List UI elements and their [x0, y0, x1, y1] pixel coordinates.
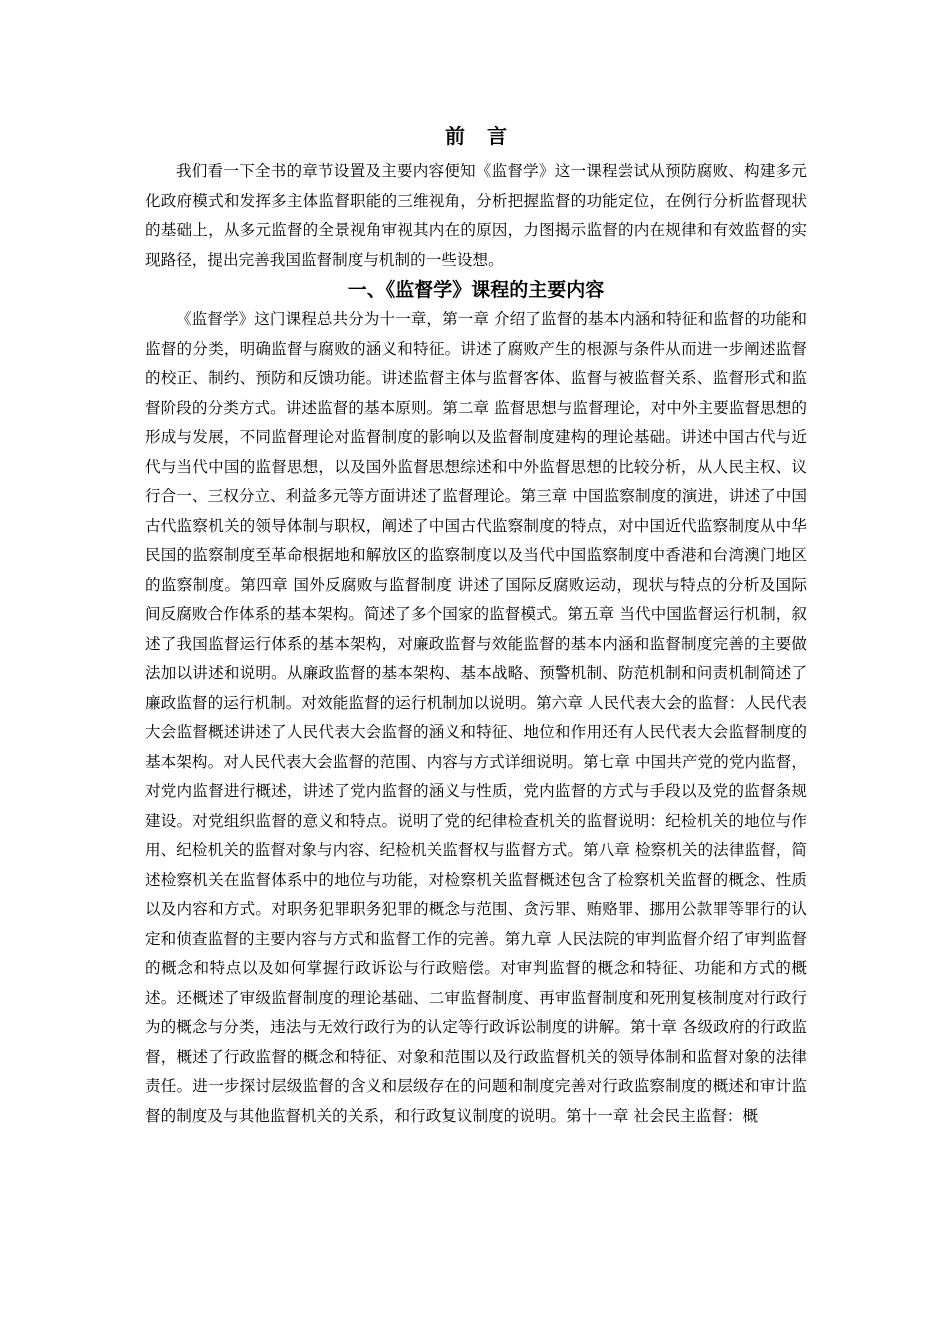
body-paragraph: 《监督学》这门课程总共分为十一章，第一章 介绍了监督的基本内涵和特征和监督的功能和监督的分类，明确监督与腐败的涵义和特征。讲述了腐败产生的根源与条件从而进一步阐述监督的校正、制约、预防和反馈功能。讲述监督主体与监督客体、监督与被监督关系、监督形式和监督阶段的分类方式。讲述监督的基本原则。第二章 监督思想与监督理论，对中外主要监督思想的形成与发展，不同监督理论对监督制度的影响以及监督制度建构的理论基础。讲述中国古代与近代与当代中国的监督思想，以及国外监督思想综述和中外监督思想的比较分析，从人民主权、议行合一、三权分立、利益多元等方面讲述了监督理论。第三章 中国监察制度的演进，讲述了中国古代监察机关的领导体制与职权，阐述了中国古代监察制度的特点，对中国近代监察制度从中华民国的监察制度至革命根据地和解放区的监察制度以及当代中国监察制度中香港和台湾澳门地区的监察制度。第四章 国外反腐败与监督制度 讲述了国际反腐败运动，现状与特点的分析及国际间反腐败合作体系的基本架构。简述了多个国家的监督模式。第五章 当代中国监督运行机制，叙述了我国监督运行体系的基本架构，对廉政监督与效能监督的基本内涵和监督制度完善的主要做法加以讲述和说明。从廉政监督的基本架构、基本战略、预警机制、防范机制和问责机制简述了廉政监督的运行机制。对效能监督的运行机制加以说明。第六章 人民代表大会的监督：人民代表大会监督概述讲述了人民代表大会监督的涵义和特征、地位和作用还有人民代表大会监督制度的基本架构。对人民代表大会监督的范围、内容与方式详细说明。第七章 中国共产党的党内监督，对党内监督进行概述，讲述了党内监督的涵义与性质，党内监督的方式与手段以及党的监督条规建设。对党组织监督的意义和特点。说明了党的纪律检查机关的监督说明：纪检机关的地位与作用、纪检机关的监督对象与内容、纪检机关监督权与监督方式。第八章 检察机关的法律监督，简述检察机关在监督体系中的地位与功能，对检察机关监督概述包含了检察机关监督的概念、性质以及内容和方式。对职务犯罪职务犯罪的概念与范围、贪污罪、贿赂罪、挪用公款罪等罪行的认定和侦查监督的主要内容与方式和监督工作的完善。第九章 人民法院的审判监督介绍了审判监督的概念和特点以及如何掌握行政诉讼与行政赔偿。对审判监督的概念和特征、功能和方式的概述。还概述了审级监督制度的理论基础、二审监督制度、再审监督制度和死刑复核制度对行政行为的概念与分类，违法与无效行政行为的认定等行政诉讼制度的讲解。第十章 各级政府的行政监督，概述了行政监督的概念和特征、对象和范围以及行政监督机关的领导体制和监督对象的法律责任。进一步探讨层级监督的含义和层级存在的问题和制度完善对行政监察制度的概述和审计监督的制度及与其他监督机关的关系，和行政复议制度的说明。第十一章 社会民主监督：概: [145, 310, 807, 1125]
intro-paragraph: 我们看一下全书的章节设置及主要内容便知《监督学》这一课程尝试从预防腐败、构建多元化政府模式和发挥多主体监督职能的三维视角，分析把握监督的功能定位，在例行分析监督现状的基础上，从多元监督的全景视角审视其内在的原因，力图揭示监督的内在规律和有效监督的实现路径，提出完善我国监督制度与机制的一些设想。: [145, 162, 807, 269]
page-title: 前言: [445, 124, 529, 148]
section-heading: 一、《监督学》课程的主要内容: [347, 279, 605, 301]
document-page: [145, 118, 807, 1131]
